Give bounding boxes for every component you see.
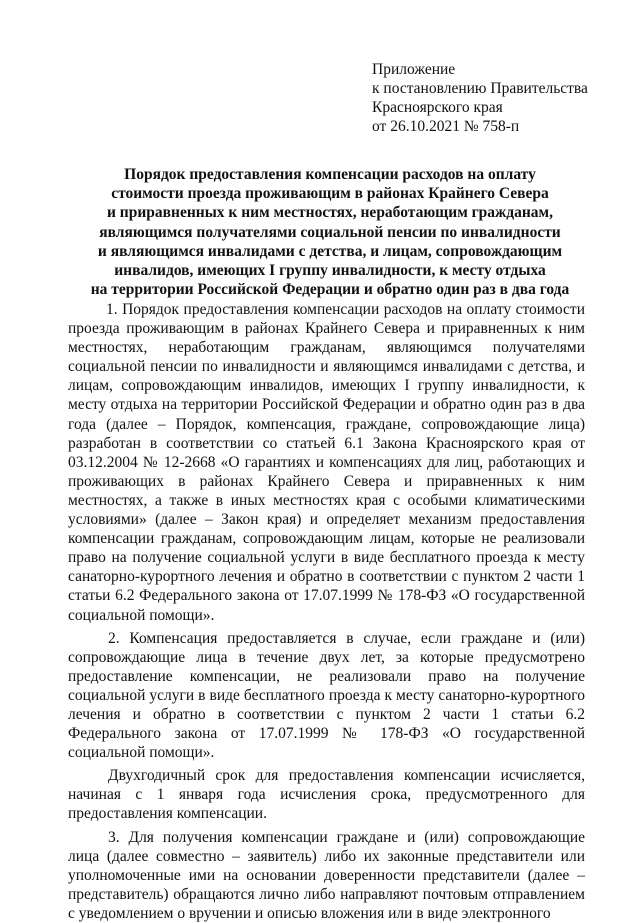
document-title xyxy=(60,165,600,299)
title-line: на территории Российской Федерации и обратно один раз в два года xyxy=(90,281,570,299)
paragraph-2: 2. Компенсация предоставляется в случае, если граждане и (или) сопровождающие лица в течение двух лет, за которые предусмотрено предоставление компенсации, не реализовали право на получение социальной услуги в виде бесплатного проезда к месту санаторно-курортного лечения и обратно в соответствии с пунктом 2 части 1 статьи 6.2 Федерального закона от 17.07.1999 № 178-ФЗ «О государственной социальной помощи». xyxy=(68,629,585,762)
document-body xyxy=(68,300,585,923)
title-line: стоимости проезда проживающим в районах Крайнего Севера xyxy=(111,185,549,203)
title-line: и являющимся инвалидами с детства, и лицам, сопровождающим xyxy=(97,242,563,260)
title-line: Порядок предоставления компенсации расходов на оплату xyxy=(124,166,536,183)
title-line: и приравненных к ним местностях, неработающим гражданам, xyxy=(107,204,553,222)
paragraph-3: 3. Для получения компенсации граждане и (или) сопровождающие лица (далее совместно – заявитель) либо их законные представители или уполномоченные ими на основании доверенности представители (далее – представитель) обращаются лично либо направляют почтовым отправлением с уведомлением о вручении и описью вложения или в виде электронного xyxy=(68,828,585,922)
appendix-block xyxy=(372,60,622,136)
appendix-date-number: от 26.10.2021 № 758-п xyxy=(372,118,520,135)
appendix-resolution-line: к постановлению Правительства xyxy=(372,80,588,97)
title-line: инвалидов, имеющих I группу инвалидности, к месту отдыха xyxy=(114,262,546,280)
appendix-heading: Приложение xyxy=(372,61,456,78)
appendix-region-line: Красноярского края xyxy=(372,99,503,116)
paragraph-1: 1. Порядок предоставления компенсации расходов на оплату стоимости проезда проживающим в районах Крайнего Севера и приравненных к ним местностях, неработающим гражданам, являющимся получателями социальной пенсии по инвалидности и являющимся инвалидами с детства, и лицам, сопровождающим инвалидов, имеющих I группу инвалидности, к месту отдыха на территории Российской Федерации и обратно один раз в два года (далее – Порядок, компенсация, граждане, сопровождающие лица) разработан в соответствии со статьей 6.1 Закона Красноярского края от 03.12.2004 № 12-2668 «О гарантиях и компенсациях для лиц, работающих и проживающих в районах Крайнего Севера и приравненных к ним местностях, а также в иных местностях края с особыми климатическими условиями» (далее – Закон края) и определяет механизм предоставления компенсации гражданам, сопровождающим лицам, которые не реализовали право на получение социальной услуги в виде бесплатного проезда к месту санаторно-курортного лечения и обратно в соответствии с пунктом 2 части 1 статьи 6.2 Федерального закона от 17.07.1999 № 178-ФЗ «О государственной социальной помощи». xyxy=(68,301,585,624)
title-line: являющимся получателями социальной пенсии по инвалидности xyxy=(99,223,561,241)
paragraph-2-continuation: Двухгодичный срок для предоставления компенсации исчисляется, начиная с 1 января года исчисления срока, предусмотренного для предоставления компенсации. xyxy=(68,767,585,823)
